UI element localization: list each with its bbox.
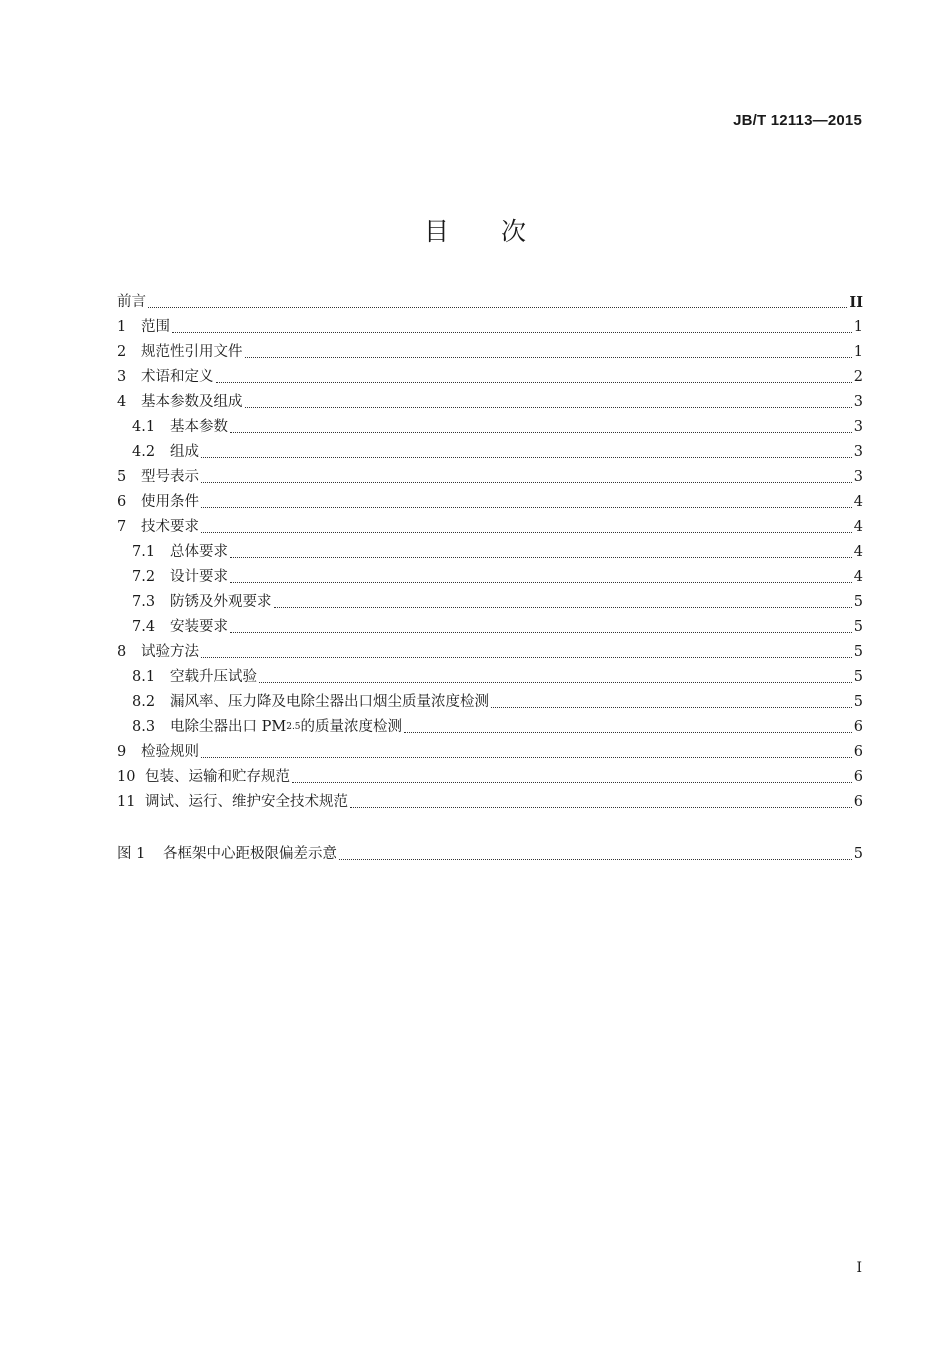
toc-number: 8.3 (132, 719, 156, 735)
toc-number: 7.2 (132, 569, 156, 585)
toc-entry[interactable] (117, 765, 863, 790)
toc-label: 各框架中心距极限偏差示意 (163, 846, 337, 862)
toc-number: 7.4 (132, 619, 156, 635)
dot-leader (339, 842, 852, 867)
toc-label: 防锈及外观要求 (170, 594, 272, 610)
toc-page: 3 (853, 394, 863, 410)
toc-entry[interactable] (117, 740, 863, 765)
page-title (0, 212, 950, 248)
toc-number: 2 (117, 344, 127, 360)
toc-entry[interactable] (117, 365, 863, 390)
toc-entry[interactable] (117, 715, 863, 740)
toc-entry[interactable] (117, 340, 863, 365)
toc-label: 型号表示 (141, 469, 199, 485)
dot-leader (274, 590, 852, 615)
dot-leader (201, 640, 852, 665)
toc-label: 试验方法 (141, 644, 199, 660)
toc-label: 漏风率、压力降及电除尘器出口烟尘质量浓度检测 (170, 694, 489, 710)
toc-label-suffix: 的质量浓度检测 (300, 719, 403, 735)
dot-leader (245, 340, 852, 365)
toc-entry[interactable] (117, 415, 863, 440)
toc-label: 总体要求 (170, 544, 228, 560)
toc-entry[interactable] (117, 615, 863, 640)
toc-page: 4 (853, 544, 863, 560)
dot-leader (230, 565, 852, 590)
toc-label: 术语和定义 (141, 369, 214, 385)
dot-leader (201, 740, 852, 765)
toc-page: 4 (853, 494, 863, 510)
toc-number: 7.3 (132, 594, 156, 610)
dot-leader (350, 790, 852, 815)
title-char-1: 目 (423, 217, 449, 246)
toc-entry[interactable] (117, 565, 863, 590)
toc-entry[interactable] (117, 390, 863, 415)
toc-label: 规范性引用文件 (141, 344, 243, 360)
toc-label: 技术要求 (141, 519, 199, 535)
toc-page: 1 (853, 344, 863, 360)
toc-number: 5 (117, 469, 127, 485)
toc-number: 1 (117, 319, 127, 335)
toc-page: 3 (853, 444, 863, 460)
toc-label-prefix: 电除尘器出口 PM (170, 719, 287, 735)
toc-page: 5 (853, 694, 863, 710)
toc-entry[interactable] (117, 515, 863, 540)
dot-leader (230, 540, 852, 565)
toc-page: II (849, 294, 863, 311)
toc-entry[interactable] (117, 540, 863, 565)
toc-entry[interactable] (117, 440, 863, 465)
table-of-contents (117, 290, 863, 867)
toc-page: 5 (853, 846, 863, 862)
toc-label: 前言 (117, 294, 146, 310)
toc-entry-preface[interactable] (117, 290, 863, 315)
toc-page: 5 (853, 644, 863, 660)
toc-entry[interactable] (117, 465, 863, 490)
toc-number: 7.1 (132, 544, 156, 560)
toc-label: 基本参数及组成 (141, 394, 243, 410)
toc-label: 包装、运输和贮存规范 (145, 769, 290, 785)
dot-leader (148, 290, 847, 315)
toc-number: 3 (117, 369, 127, 385)
toc-page: 6 (853, 744, 863, 760)
dot-leader (201, 515, 852, 540)
dot-leader (201, 490, 852, 515)
dot-leader (245, 390, 852, 415)
toc-page: 3 (853, 419, 863, 435)
toc-page: 6 (853, 719, 863, 735)
dot-leader (201, 465, 852, 490)
toc-figure-number: 图 1 (117, 846, 146, 862)
toc-page: 5 (853, 594, 863, 610)
dot-leader (491, 690, 852, 715)
toc-number: 8.1 (132, 669, 156, 685)
toc-label: 检验规则 (141, 744, 199, 760)
toc-number: 11 (117, 794, 136, 810)
toc-entry[interactable] (117, 490, 863, 515)
toc-entry[interactable] (117, 690, 863, 715)
toc-page: 5 (853, 619, 863, 635)
toc-label: 基本参数 (170, 419, 228, 435)
dot-leader (259, 665, 852, 690)
toc-page: 4 (853, 519, 863, 535)
toc-page: 2 (853, 369, 863, 385)
dot-leader (172, 315, 852, 340)
standard-code: JB/T 12113—2015 (733, 112, 862, 129)
toc-number: 4.2 (132, 444, 156, 460)
toc-entry[interactable] (117, 315, 863, 340)
page-number: I (856, 1260, 862, 1276)
toc-number: 8.2 (132, 694, 156, 710)
title-char-2: 次 (501, 217, 527, 246)
toc-label: 安装要求 (170, 619, 228, 635)
toc-page: 4 (853, 569, 863, 585)
toc-number: 6 (117, 494, 127, 510)
toc-page: 1 (853, 319, 863, 335)
toc-number: 7 (117, 519, 127, 535)
toc-page: 6 (853, 794, 863, 810)
toc-label: 范围 (141, 319, 170, 335)
toc-entry[interactable] (117, 790, 863, 815)
toc-label: 组成 (170, 444, 199, 460)
toc-number: 8 (117, 644, 127, 660)
toc-number: 4.1 (132, 419, 156, 435)
toc-label: 设计要求 (170, 569, 228, 585)
toc-entry[interactable] (117, 590, 863, 615)
toc-number: 4 (117, 394, 127, 410)
toc-label-subscript: 2.5 (286, 722, 301, 732)
toc-label: 调试、运行、维护安全技术规范 (145, 794, 348, 810)
toc-label: 空载升压试验 (170, 669, 257, 685)
dot-leader (230, 615, 852, 640)
dot-leader (292, 765, 852, 790)
toc-page: 5 (853, 669, 863, 685)
dot-leader (201, 440, 852, 465)
toc-label: 使用条件 (141, 494, 199, 510)
dot-leader (230, 415, 852, 440)
dot-leader (404, 715, 852, 740)
toc-page: 3 (853, 469, 863, 485)
toc-number: 10 (117, 769, 136, 785)
toc-entry[interactable] (117, 665, 863, 690)
toc-entry[interactable] (117, 640, 863, 665)
toc-figure-entry[interactable] (117, 842, 863, 867)
toc-number: 9 (117, 744, 127, 760)
toc-page: 6 (853, 769, 863, 785)
dot-leader (216, 365, 852, 390)
